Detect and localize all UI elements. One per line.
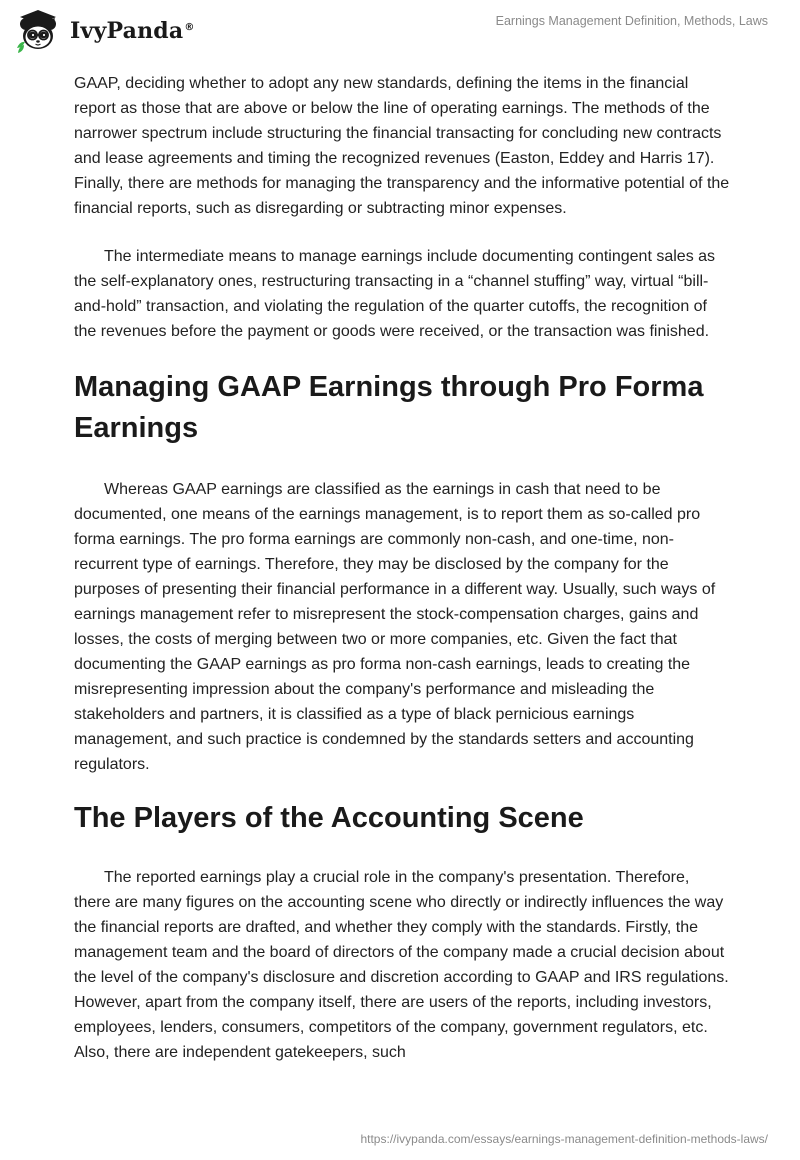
section-heading-pro-forma: Managing GAAP Earnings through Pro Forma Earnings bbox=[74, 371, 704, 444]
section-heading-players: The Players of the Accounting Scene bbox=[74, 802, 584, 834]
page-header bbox=[0, 0, 800, 62]
source-url[interactable]: https://ivypanda.com/essays/earnings-management-definition-methods-laws/ bbox=[360, 1132, 768, 1146]
essay-body bbox=[74, 71, 730, 1065]
document-title: Earnings Management Definition, Methods, Laws bbox=[495, 14, 768, 28]
brand-logo[interactable] bbox=[14, 8, 195, 54]
paragraph: The reported earnings play a crucial role in the company's presentation. Therefore, there are many figures on the accounting scene who directly or indirectly influences the way the financial reports are drafted, and whether they comply with the standards. Firstly, the management team and the board of directors of the company made a crucial decision about the level of the company's disclosure and discretion according to GAAP and IRS regulations. However, apart from the company itself, there are users of the reports, including investors, employees, lenders, consumers, competitors of the company, government regulators, etc. Also, there are independent gatekeepers, such bbox=[74, 869, 729, 1061]
paragraph: Whereas GAAP earnings are classified as the earnings in cash that need to be documented, one means of the earnings management, is to report them as so-called pro forma earnings. The pro forma earnings are commonly non-cash, and one-time, non-recurrent type of earnings. Therefore, they may be disclosed by the company for the purposes of presenting their financial performance in a different way. Usually, such ways of earnings management refer to misrepresent the stock-compensation charges, gains and losses, the costs of merging between two or more companies, etc. Given the fact that documenting the GAAP earnings as pro forma non-cash earnings, leads to creating the misrepresenting impression about the company's performance and misleading the stakeholders and partners, it is classified as a type of black pernicious earnings management, and such practice is condemned by the standards setters and accounting regulators. bbox=[74, 481, 716, 773]
panda-graduate-logo-icon bbox=[14, 8, 62, 54]
brand-name: IvyPanda® bbox=[70, 18, 195, 44]
paragraph: GAAP, deciding whether to adopt any new standards, defining the items in the financial report as those that are above or below the line of operating earnings. The methods of the narrower spectrum include structuring the financial transacting for concluding new contracts and lease agreements and timing the recognized revenues (Easton, Eddey and Harris 17). Finally, there are methods for managing the transparency and the informative potential of the financial reports, such as disregarding or subtracting minor expenses. bbox=[74, 75, 730, 217]
paragraph: The intermediate means to manage earnings include documenting contingent sales as the self-explanatory ones, restructuring transacting in a “channel stuffing” way, virtual “bill-and-hold” transaction, and violating the regulation of the quarter cutoffs, the recognition of the revenues before the payment or goods were received, or the transaction was finished. bbox=[74, 248, 716, 340]
registered-mark: ® bbox=[184, 21, 195, 33]
